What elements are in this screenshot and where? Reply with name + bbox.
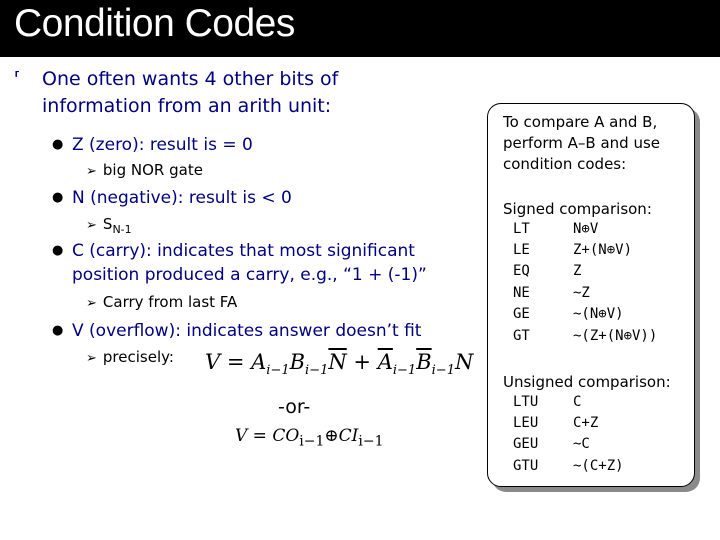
cond-name: GE [513, 306, 530, 322]
title-bar [0, 0, 720, 57]
cond-name: LTU [513, 394, 539, 410]
hook-bullet-icon: ⸢ [14, 69, 21, 89]
bullet-negative-text: N (negative): result is < 0 [72, 188, 292, 208]
sub-nor-text: big NOR gate [102, 161, 203, 179]
bullet-dot-icon: ● [52, 137, 64, 152]
cond-name: LT [513, 221, 530, 237]
bullet-dot-icon: ● [52, 323, 64, 338]
bullet-dot-icon: ● [52, 190, 64, 205]
cond-name: GEU [513, 436, 539, 452]
bullet-zero-text: Z (zero): result is = 0 [72, 135, 253, 155]
cond-expr: ~Z [573, 285, 590, 301]
unsigned-heading: Unsigned comparison: [503, 373, 671, 391]
cond-expr: Z [573, 263, 582, 279]
cond-name: EQ [513, 263, 530, 279]
sub-carry-text: Carry from last FA [102, 293, 238, 311]
signed-heading: Signed comparison: [503, 200, 652, 218]
cond-name: GTU [513, 458, 539, 474]
sub-precisely [86, 347, 174, 369]
arrow-bullet-icon: ➢ [86, 296, 97, 311]
cond-expr: C+Z [573, 415, 599, 431]
sub-sign-main: S [102, 215, 113, 233]
cond-expr: Z+(N⊕V) [573, 242, 633, 258]
cond-expr: ~(N⊕V) [573, 306, 624, 322]
cond-name: GT [513, 328, 530, 344]
overflow-formula-xor: $V = CO_{i-1}\oplus CI_{i-1}$ [235, 426, 384, 450]
sub-sign-index: N-1 [112, 223, 132, 236]
overflow-formula-sum: $V = A_{i-1}B_{i-1}\overline{N} + \overline{A}_{i-1}\overline{B}_{i-1}N$ [205, 350, 474, 379]
bullet-carry-text: C (carry): indicates that most significant position produced a carry, e.g., “1 + (-1)” [72, 241, 427, 285]
cond-expr: N⊕V [573, 221, 599, 237]
bullet-overflow-text: V (overflow): indicates answer doesn’t fit [72, 321, 422, 341]
or-separator: -or- [278, 396, 311, 418]
sub-nor [86, 160, 203, 182]
arrow-bullet-icon: ➢ [86, 351, 97, 366]
cond-name: LE [513, 242, 530, 258]
arrow-bullet-icon: ➢ [86, 218, 97, 233]
arrow-bullet-icon: ➢ [86, 164, 97, 179]
sub-precisely-text: precisely: [102, 348, 174, 366]
bullet-dot-icon: ● [52, 243, 64, 258]
main-bullet-text: One often wants 4 other bits of information from an arith unit: [42, 68, 339, 117]
sub-carry [86, 292, 237, 314]
cond-expr: C [573, 394, 582, 410]
box-intro: To compare A and B, perform A–B and use condition codes: [503, 113, 661, 173]
cond-expr: ~C [573, 436, 590, 452]
sub-sign-bit [86, 214, 132, 240]
slide-title: Condition Codes [14, 2, 295, 45]
cond-expr: ~(C+Z) [573, 458, 624, 474]
cond-expr: ~(Z+(N⊕V)) [573, 328, 658, 344]
cond-name: LEU [513, 415, 539, 431]
cond-name: NE [513, 285, 530, 301]
